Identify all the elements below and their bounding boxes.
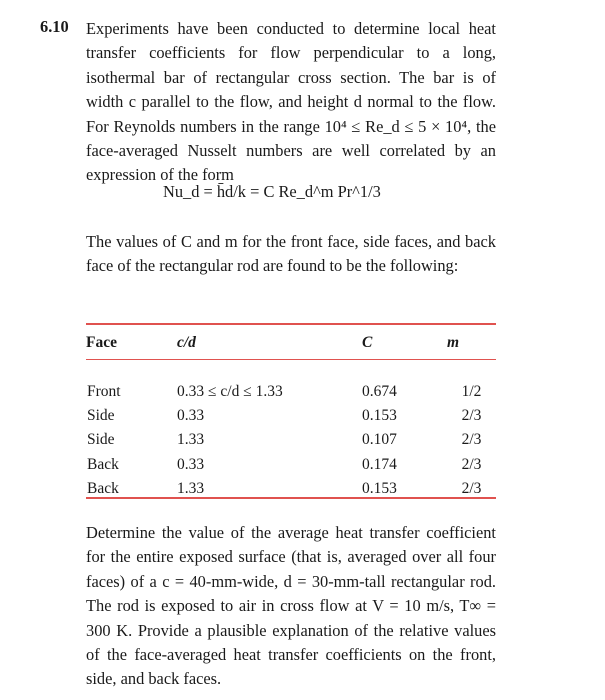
cell-c-over-d: 0.33 xyxy=(177,406,205,424)
header-m: m xyxy=(447,333,460,351)
cell-C: 0.107 xyxy=(362,431,397,449)
table-row xyxy=(86,404,496,428)
table-top-rule xyxy=(86,323,496,325)
coefficients-table xyxy=(86,330,496,501)
cell-m: 2/3 xyxy=(461,431,482,449)
table-row xyxy=(86,453,496,477)
nusselt-equation: Nu_d = h̄d/k = C Re_d^m Pr^1/3 xyxy=(163,182,381,201)
cell-c-over-d: 0.33 xyxy=(177,455,205,473)
cell-C: 0.153 xyxy=(362,480,397,498)
values-intro: The values of C and m for the front face, side faces, and back face of the rectangular rod are found to be the following: xyxy=(86,232,496,276)
cell-c-over-d: 0.33 ≤ c/d ≤ 1.33 xyxy=(177,382,283,400)
cell-face: Side xyxy=(87,406,115,424)
problem-number: 6.10 xyxy=(40,17,69,36)
cell-face: Side xyxy=(87,431,115,449)
cell-face: Back xyxy=(87,480,119,498)
cell-m: 2/3 xyxy=(461,480,482,498)
cell-C: 0.674 xyxy=(362,382,397,400)
cell-C: 0.153 xyxy=(362,406,397,424)
table-row xyxy=(86,428,496,452)
problem-intro: Experiments have been conducted to determine local heat transfer coefficients for flow perpendicular to a long, isothermal bar of rectangular cross section. The bar is of width c parallel to the flow, and height d normal to the flow. For Reynolds numbers in the range 10⁴ ≤ Re_d ≤ 5 × 10⁴, the face-averaged Nusselt numbers are well correlated by an expression of the form xyxy=(86,19,496,185)
table-row xyxy=(86,477,496,501)
header-c-over-d: c/d xyxy=(177,333,196,351)
cell-face: Front xyxy=(87,382,121,400)
cell-m: 2/3 xyxy=(461,455,482,473)
cell-m: 2/3 xyxy=(461,406,482,424)
header-face: Face xyxy=(86,333,117,351)
header-C: C xyxy=(362,333,373,351)
cell-m: 1/2 xyxy=(461,382,482,400)
cell-C: 0.174 xyxy=(362,455,397,473)
cell-c-over-d: 1.33 xyxy=(177,431,205,449)
table-row xyxy=(86,379,496,403)
cell-c-over-d: 1.33 xyxy=(177,480,205,498)
table-header-row xyxy=(86,330,496,355)
problem-task: Determine the value of the average heat transfer coefficient for the entire exposed surface (that is, averaged over all four faces) of a c = 40-mm-wide, d = 30-mm-tall rectangular rod. The rod is exposed to air in cross flow at V = 10 m/s, T∞ = 300 K. Provide a plausible explanation of the relative values of the face-averaged heat transfer coefficients on the front, side, and back faces. xyxy=(86,523,496,689)
cell-face: Back xyxy=(87,455,119,473)
